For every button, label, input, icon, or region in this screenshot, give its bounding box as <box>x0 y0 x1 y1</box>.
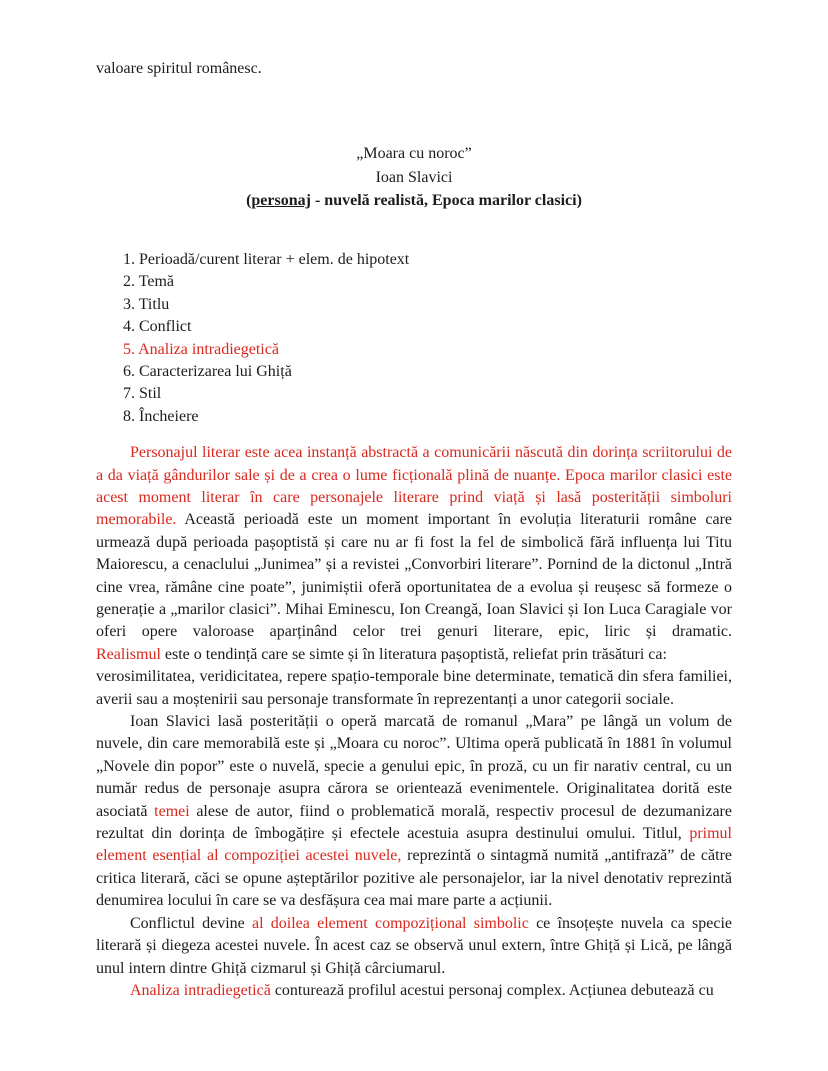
title-subtitle <box>96 189 732 213</box>
leading-line: valoare spiritul românesc. <box>96 60 262 77</box>
outline-item-label: Temă <box>138 273 175 291</box>
paragraph-segment: Această perioadă este un moment important în evoluția literaturii române care urmează după perioada pașoptistă și care nu ar fi fost la fel de simbolică fără influența lui Titu Maiorescu, a cenaclului „Junimea” și a revistei „Convorbiri literare”. Pornind de la dictonul „Intră cine vrea, rămâne cine poate”, junimiștii oferă oportunitatea de a evolua și reușesc să formeze o generație a „marilor clasici”. Mihai Eminescu, Ion Creangă, Ioan Slavici și Ion Luca Caragiale vor oferi opere valoroase aparținând celor trei genuri literare, epic, liric și dramatic. <box>96 511 732 641</box>
outline-list <box>123 249 732 428</box>
paragraph-segment: reprezintă o sintagmă numită „antifrază” de către critica literară, căci se opune așteptărilor pozitive ale personajelor, iar la nivel denotativ reprezintă denumirea locului în care se va desfășura cea mai mare parte a acțiunii. <box>96 847 732 910</box>
outline-item-number: 4. <box>123 318 135 336</box>
outline-item-number: 1. <box>123 250 135 268</box>
paragraph-segment: ce însoțește nuvela ca specie literară și diegeza acestei nuvele. În acest caz se observă unul extern, între Ghiță și Lică, pe lângă unul intern dintre Ghiță cizmarul și Ghiță cârciumarul. <box>96 914 733 977</box>
outline-item-2 <box>123 271 732 293</box>
outline-item-4 <box>123 316 732 338</box>
paragraph-3 <box>96 913 732 980</box>
outline-item-6 <box>123 361 732 383</box>
title-block <box>96 142 732 213</box>
paragraph-segment: Conflictul devine <box>130 914 252 932</box>
outline-item-number: 6. <box>123 362 135 380</box>
subtitle-underlined-word: personaj <box>251 192 311 210</box>
outline-item-number: 3. <box>123 295 135 313</box>
outline-item-number: 7. <box>123 385 135 403</box>
paragraph-segment: alese de autor, fiind o problematică morală, respectiv procesul de dezumanizare rezultat din dorința de îmbogățire și efectele acestuia asupra destinului omului. Titlul, <box>96 802 732 843</box>
body-text <box>96 442 732 1002</box>
paragraph-segment: verosimilitatea, veridicitatea, repere spațio-temporale bine determinate, tematică din sfera familiei, averii sau a moștenirii sau personaje transformate în reprezentanți a unor categorii sociale. <box>96 668 732 708</box>
paragraph-segment-red: Analiza intradiegetică <box>130 981 271 999</box>
paragraph-segment-red: temei <box>154 802 190 820</box>
outline-item-label: Conflict <box>139 318 192 336</box>
paragraph-segment-red: primul element esențial al compoziției acestei nuvele, <box>96 825 732 865</box>
outline-item-3 <box>123 294 732 316</box>
subtitle-rest: - nuvelă realistă, Epoca marilor clasici) <box>310 192 582 210</box>
subtitle-open-paren: ( <box>246 192 252 210</box>
outline-item-label: Încheiere <box>139 407 199 425</box>
work-title: „Moara cu noroc” <box>356 145 472 163</box>
outline-item-5 <box>123 339 732 361</box>
paragraph-segment-red: al doilea element compozițional simbolic <box>252 914 529 932</box>
paragraph-segment-red: Realismul <box>96 645 161 663</box>
paragraph-segment: Ioan Slavici lasă posterității o operă marcată de romanul „Mara” pe lângă un volum de nuvele, din care memorabilă este și „Moara cu noroc”. Ultima operă publicată în 1881 în volumul „Novele din popor” este o nuvelă, specie a genului epic, în proză, cu un fir narativ central, cu un număr redus de personaje asupra cărora se orientează evenimentele. Originalitatea dorită este asociată <box>96 713 732 820</box>
outline-item-number: 8. <box>123 407 135 425</box>
author-name: Ioan Slavici <box>375 168 453 186</box>
paragraph-1a <box>96 442 732 644</box>
paragraph-4 <box>96 980 732 1002</box>
outline-item-label: Perioadă/curent literar + elem. de hipotext <box>139 250 410 268</box>
outline-item-label: Titlu <box>138 295 170 313</box>
outline-item-label: Analiza intradiegetică <box>138 340 279 358</box>
outline-item-7 <box>123 383 732 405</box>
outline-item-number: 2. <box>123 273 135 291</box>
paragraph-segment: conturează profilul acestui personaj complex. Acțiunea debutează cu <box>270 981 714 999</box>
outline-item-8 <box>123 406 732 428</box>
paragraph-segment: este o tendință care se simte și în literatura pașoptistă, reliefat prin trăsături ca: <box>160 645 667 663</box>
outline-item-1 <box>123 249 732 271</box>
paragraph-2 <box>96 711 732 913</box>
outline-item-number: 5. <box>123 340 135 358</box>
paragraph-1b <box>96 644 732 666</box>
paragraph-segment-red: Personajul literar este acea instanță abstractă a comunicării născută din dorința scriitorului de a da viață gândurilor sale și de a crea o lume ficțională plină de nuanțe. Epoca marilor clasici este acest moment literar în care personajele literare prind viață și lasă posterității simboluri memorabile. <box>96 444 732 529</box>
outline-item-label: Stil <box>139 385 162 403</box>
outline-item-label: Caracterizarea lui Ghiță <box>139 362 292 380</box>
paragraph-1c <box>96 666 732 711</box>
